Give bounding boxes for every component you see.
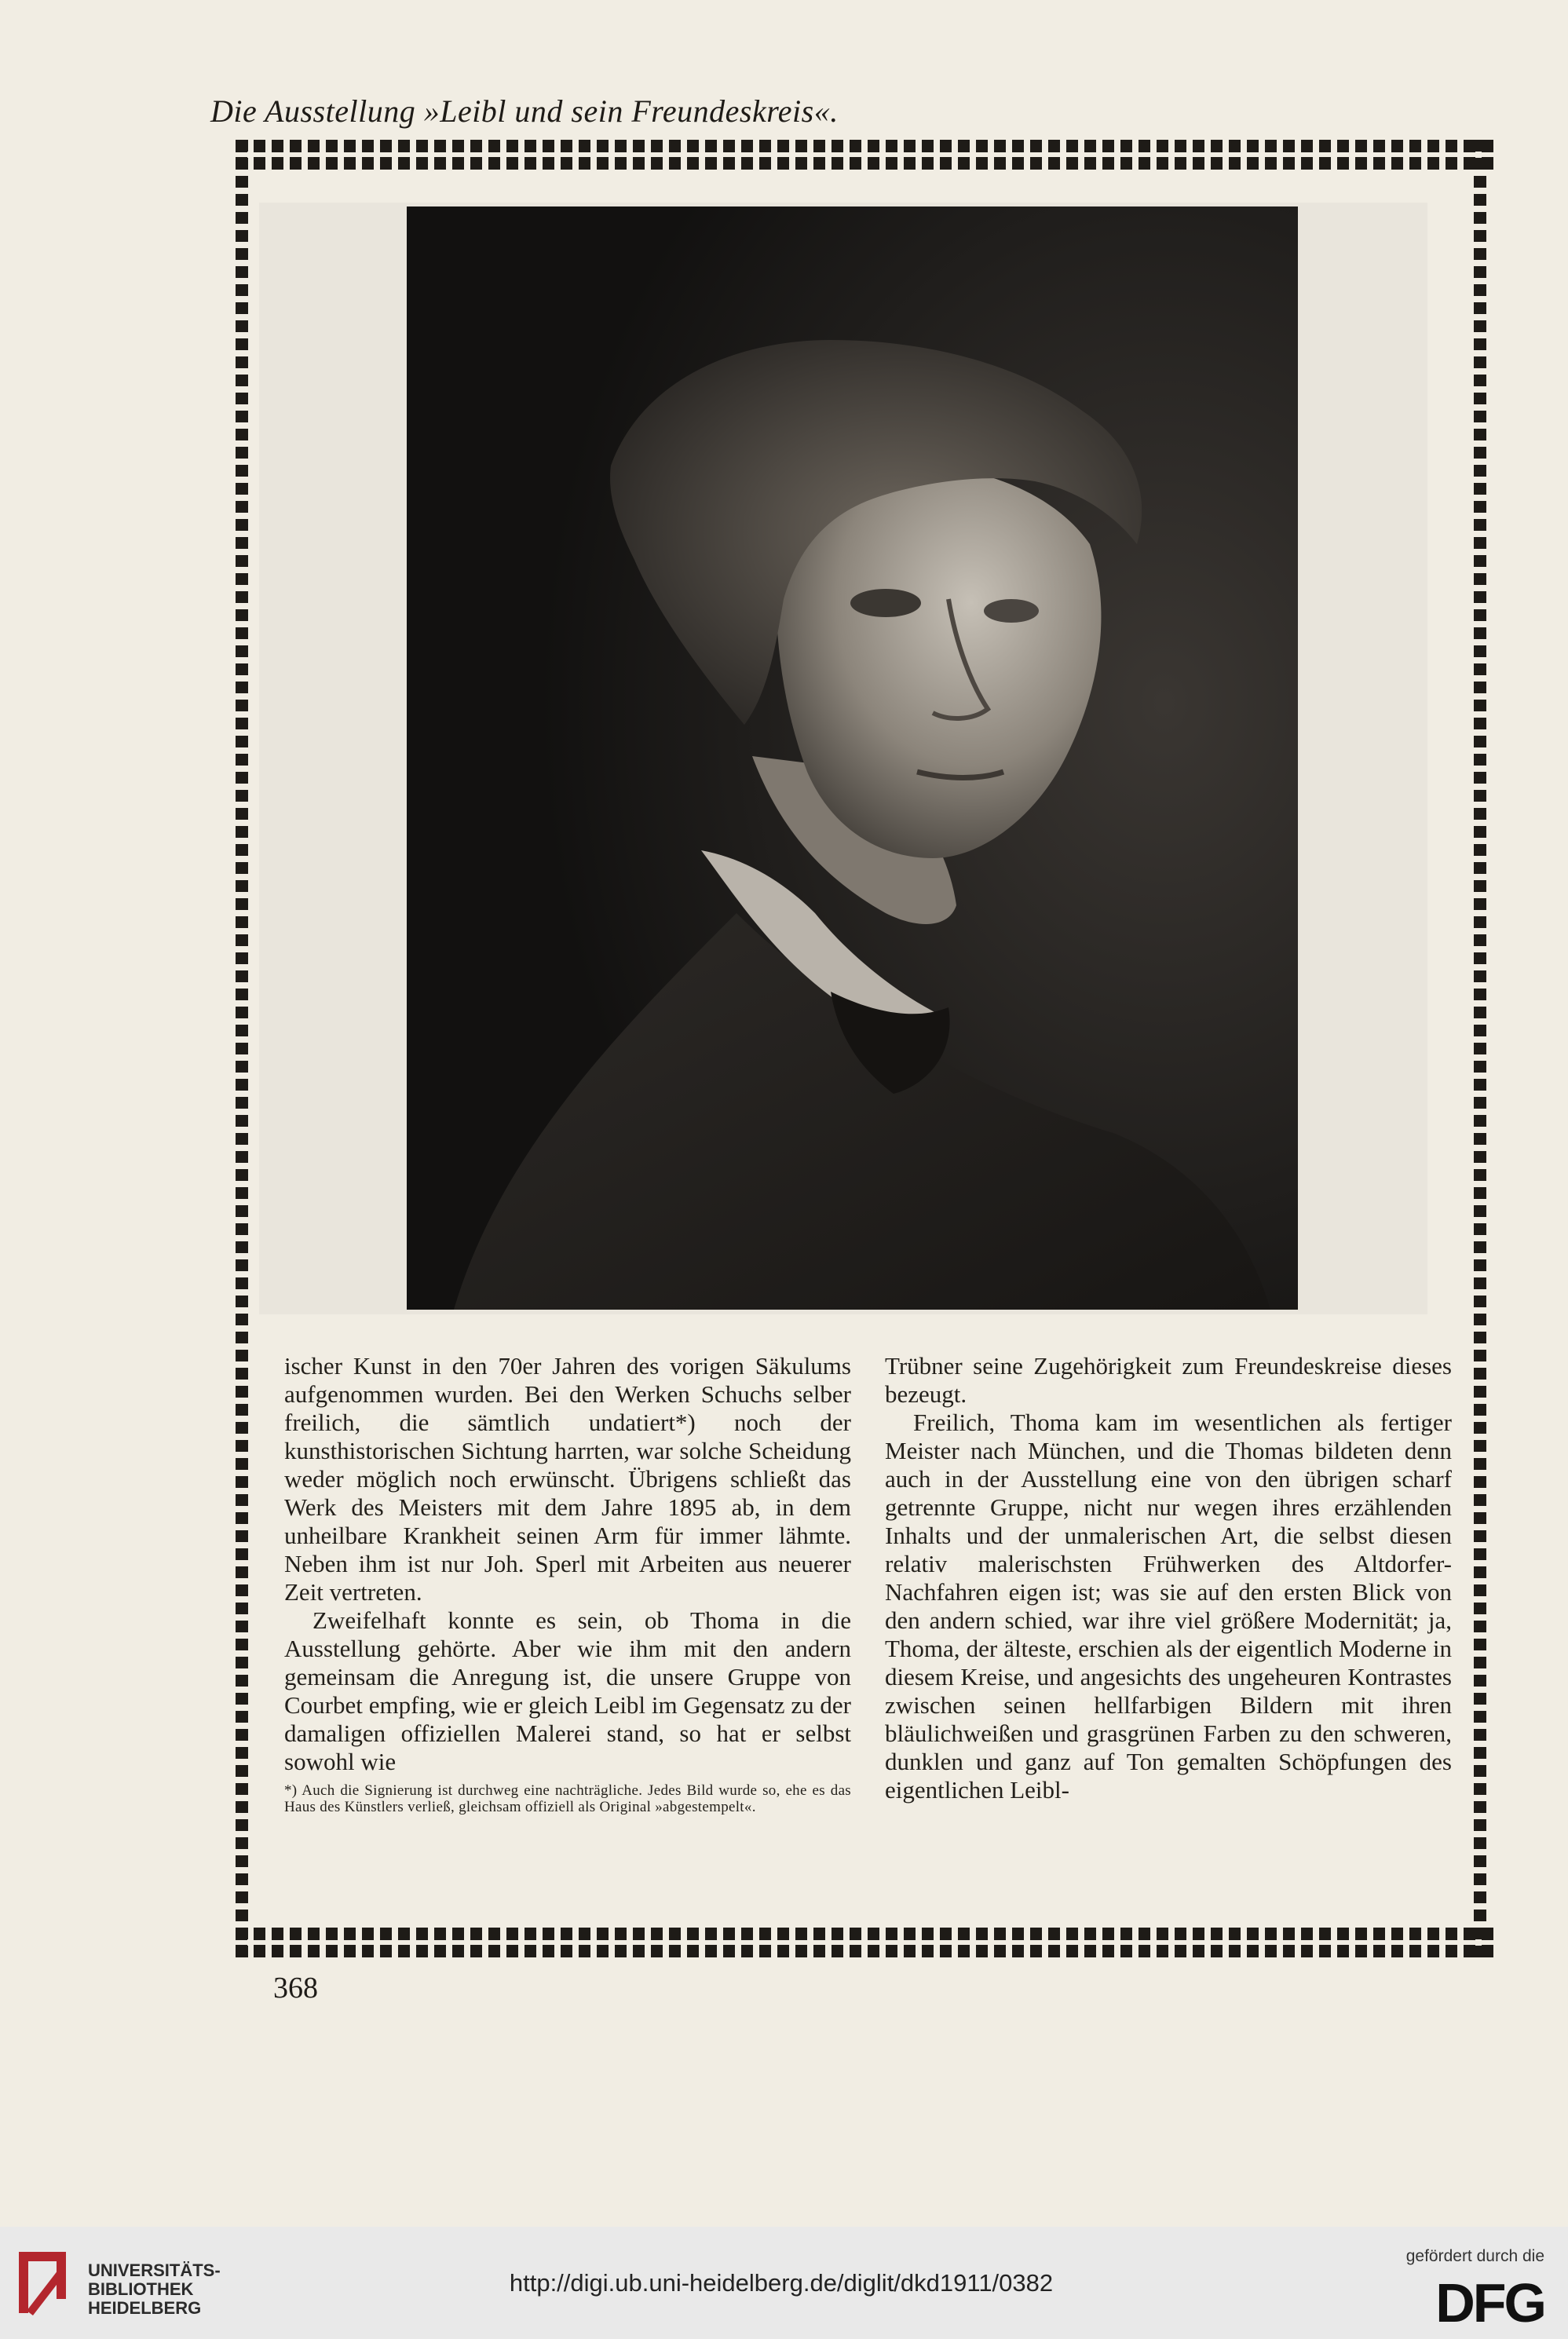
eye-shadow (984, 599, 1039, 623)
source-url-link[interactable]: http://digi.ub.uni-heidelberg.de/diglit/dkd1911/0382 (509, 2269, 1054, 2297)
page-number: 368 (273, 1972, 318, 2005)
border-top-inner (236, 157, 1500, 170)
paragraph: Trübner seine Zugehörigkeit zum Freundeskreise dieses bezeugt. (885, 1352, 1452, 1408)
library-name-line: UNIVERSITÄTS- (88, 2260, 221, 2280)
left-column (284, 1352, 851, 1815)
library-name-line: BIBLIOTHEK (88, 2279, 194, 2299)
library-name (88, 2261, 221, 2318)
eye-shadow (850, 589, 921, 617)
border-top (236, 140, 1500, 152)
right-column (885, 1352, 1452, 1804)
body-text (284, 1352, 1450, 1941)
running-title: Die Ausstellung »Leibl und sein Freundeskreis«. (210, 93, 839, 129)
border-right (1474, 140, 1486, 1957)
dfg-logo: DFG (1435, 2272, 1544, 2334)
library-logo-icon (14, 2241, 77, 2324)
portrait-image (407, 206, 1298, 1310)
funded-by-label: gefördert durch die (1405, 2247, 1544, 2265)
digitization-footer (0, 2227, 1568, 2339)
border-left (236, 140, 248, 1957)
footnote: *) Auch die Signierung ist durchweg eine nachträgliche. Jedes Bild wurde so, ehe es das Haus des Künstlers verließ, gleichsam offiziell als Original »abgestempelt«. (284, 1782, 851, 1815)
library-name-line: HEIDELBERG (88, 2298, 202, 2318)
paragraph: Freilich, Thoma kam im wesentlichen als fertiger Meister nach München, und die Thomas bildeten denn auch in der Ausstellung eine von den übrigen scharf getrennte Gruppe, nicht nur wegen ihres erzählenden Inhalts und der unmalerischen Art, die selbst diesen relativ malerischsten Frühwerken des Altdorfer-Nachfahren eigen ist; was sie auf den ersten Blick von den andern schied, war ihre viel größere Modernität; ja, Thoma, der älteste, erschien als der eigentlich Moderne in diesem Kreise, und angesichts des ungeheuren Kontrastes zwischen seinen hellfarbigen Bildern mit ihren bläulichweißen und grasgrünen Farben zu den schweren, dunklen und ganz auf Ton gemalten Schöpfungen des eigentlichen Leibl- (885, 1409, 1452, 1804)
paragraph: ischer Kunst in den 70er Jahren des vorigen Säkulums aufgenommen wurden. Bei den Werken Schuchs selber freilich, die sämtlich undatiert*) noch der kunsthistorischen Sichtung harrten, war solche Scheidung weder möglich noch erwünscht. Übrigens schließt das Werk des Meisters mit dem Jahre 1895 ab, in dem unheilbare Krankheit seinen Arm für immer lähmte. Neben ihm ist nur Joh. Sperl mit Arbeiten aus neuerer Zeit vertreten. (284, 1352, 851, 1606)
portrait-svg (407, 206, 1298, 1310)
paragraph: Zweifelhaft konnte es sein, ob Thoma in die Ausstellung gehörte. Aber wie ihm mit den andern gemeinsam die Anregung ist, die unsere Gruppe von Courbet empfing, wie er gleich Leibl im Gegensatz zu der damaligen offiziellen Malerei stand, so hat er selbst sowohl wie (284, 1606, 851, 1775)
border-bottom-inner (236, 1945, 1500, 1957)
